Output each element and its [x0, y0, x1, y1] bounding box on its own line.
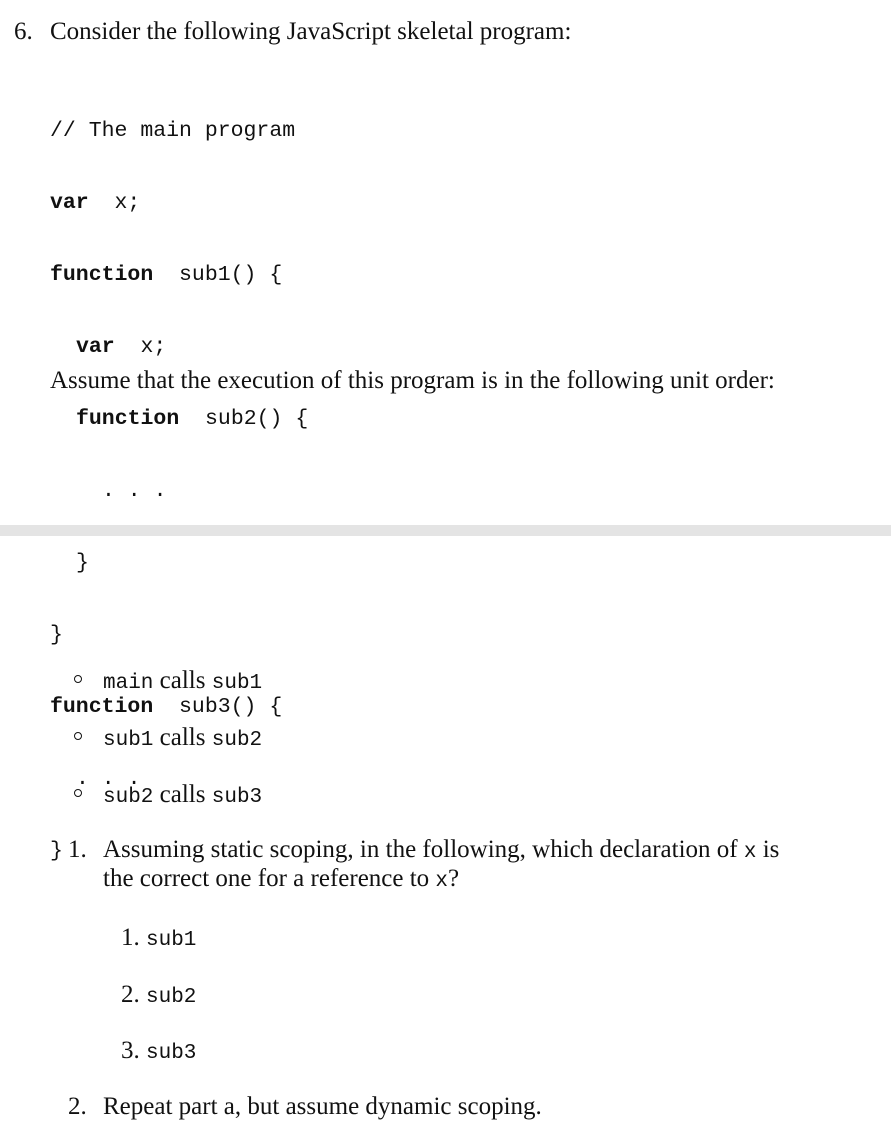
- question-number: 6.: [14, 18, 33, 45]
- code-line-close-sub1: }: [50, 623, 63, 647]
- code-line-close-sub2: }: [76, 551, 89, 575]
- assume-text: Assume that the execution of this program is in the following unit order:: [50, 367, 775, 394]
- bullet-circle-icon: [74, 732, 82, 740]
- code-block: [50, 71, 308, 887]
- code-line-var-x: var x;: [50, 191, 141, 215]
- part-2-text: Repeat part a, but assume dynamic scoping.: [103, 1093, 542, 1120]
- option-item: 1. sub1: [121, 924, 197, 952]
- bullet-circle-icon: [74, 789, 82, 797]
- code-line-ellipsis-sub3: . . .: [76, 767, 141, 791]
- part-2-number: 2.: [68, 1093, 87, 1120]
- code-line-function-sub3: function sub3() {: [50, 695, 283, 719]
- part-1-text-line-1: Assuming static scoping, in the following, which declaration of x is: [103, 836, 780, 864]
- code-line-inner-var-x: var x;: [76, 335, 167, 359]
- part-1-text-line-2: the correct one for a reference to x?: [103, 865, 460, 893]
- part-1-number: 1.: [68, 836, 87, 863]
- code-line-function-sub2: function sub2() {: [76, 407, 309, 431]
- code-line-function-sub1: function sub1() {: [50, 263, 283, 287]
- code-line-comment: // The main program: [50, 119, 296, 143]
- option-item: 3. sub3: [121, 1037, 197, 1065]
- option-item: 2. sub2: [121, 981, 197, 1009]
- page-divider: [0, 525, 891, 536]
- code-line-ellipsis-sub2: . . .: [102, 479, 167, 503]
- question-intro: Consider the following JavaScript skeletal program:: [50, 18, 572, 45]
- bullet-circle-icon: [74, 675, 82, 683]
- code-line-close-sub3: }: [50, 839, 63, 863]
